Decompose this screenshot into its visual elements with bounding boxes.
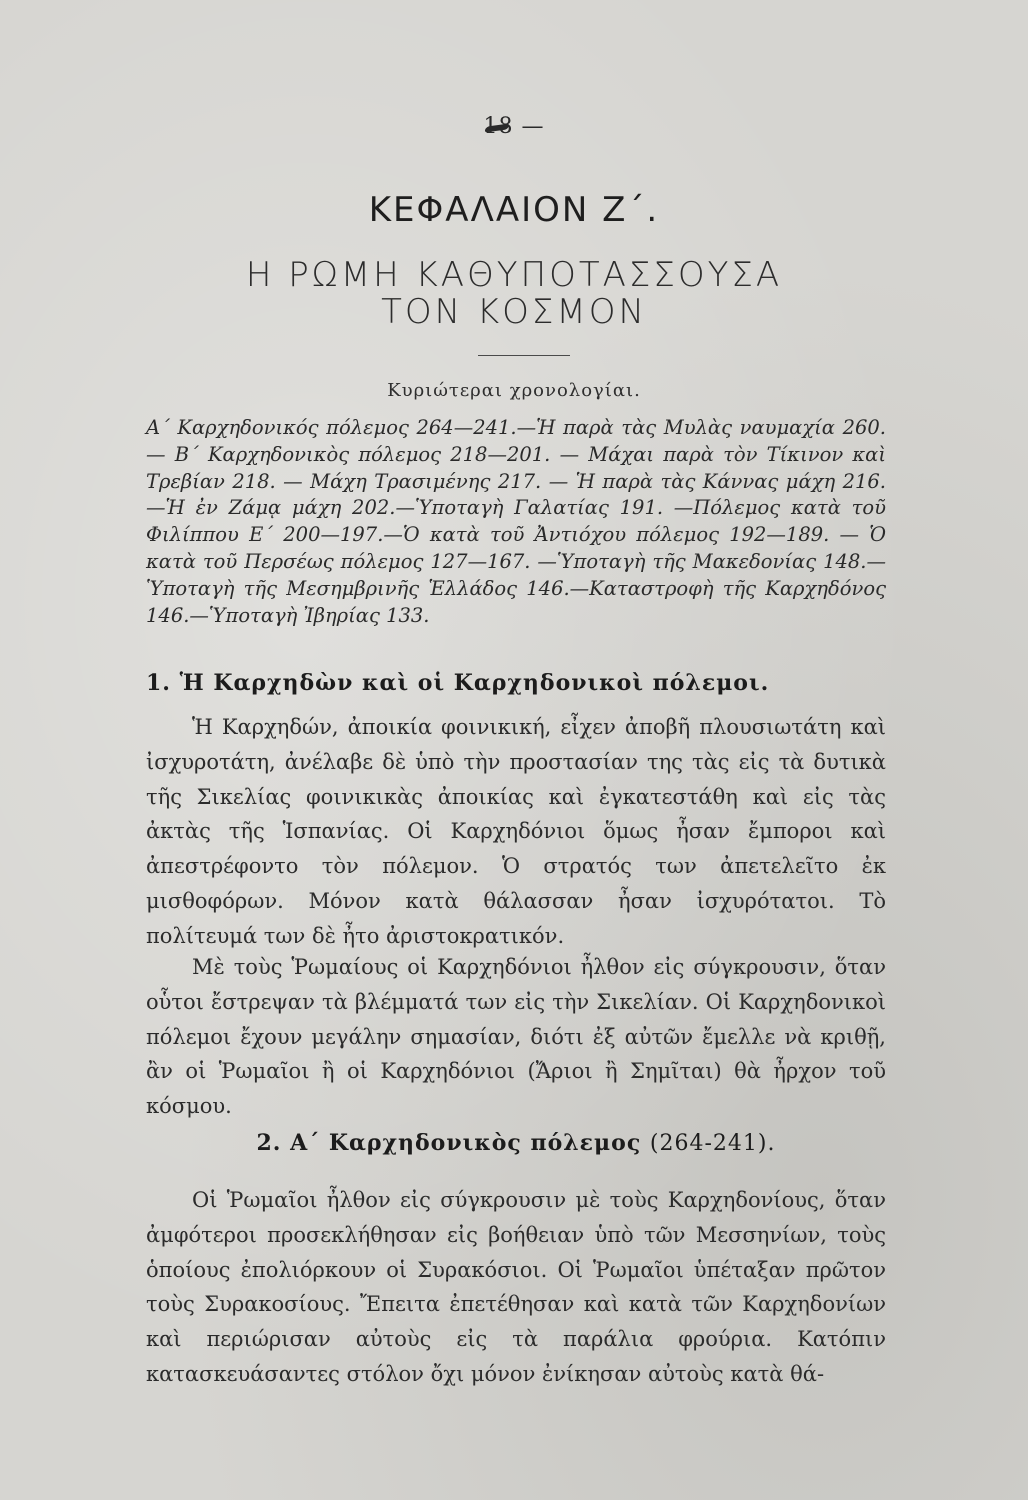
chronology-text: Α΄ Καρχηδονικός πόλεμος 264—241.—Ἡ παρὰ τὰς Μυλὰς ναυμαχία 260. — Β΄ Καρχηδονικὸς πόλεμος 218—201. — Μάχαι παρὰ τὸν Τίκινον καὶ Τρεβίαν 218. — Μάχη Τρασιμένης 217. — Ἡ παρὰ τὰς Κάννας μάχη 216.—Ἡ ἐν Ζάμᾳ μάχη 202.—Ὑποταγὴ Γαλατίας 191. —Πόλεμος κατὰ τοῦ Φιλίππου Ε΄ 200—197.—Ὁ κατὰ τοῦ Ἀντιόχου πόλεμος 192—189. — Ὁ κατὰ τοῦ Περσέως πόλεμος 127—167. —Ὑποταγὴ τῆς Μακεδονίας 148.—Ὑποταγὴ τῆς Μεσημβρινῆς Ἑλλάδος 146.—Καταστροφὴ τῆς Καρχηδόνος 146.—Ὑποταγὴ Ἰβηρίας 133. xyxy=(146,416,886,627)
section-2-heading-years: (264-241). xyxy=(649,1131,776,1156)
chronology-heading: Κυριώτεραι χρονολογίαι. xyxy=(387,380,641,401)
section-1-paragraph-1: Ἡ Καρχηδών, ἀποικία φοινικική, εἶχεν ἀποβῆ πλουσιωτάτη καὶ ἰσχυροτάτη, ἀνέλαβε δὲ ὑπὸ τὴν προστασίαν της τὰς εἰς τὰ δυτικὰ τῆς Σικελίας φοινικικὰς ἀποικίας καὶ ἐγκατεστάθη καὶ εἰς τὰς ἀκτὰς τῆς Ἱσπανίας. Οἱ Καρχηδόνιοι ὅμως ἦσαν ἔμποροι καὶ ἀπεστρέφοντο τὸν πόλεμον. Ὁ στρατός των ἀπετελεῖτο ἐκ μισθοφόρων. Μόνον κατὰ θάλασσαν ἦσαν ἰσχυρότατοι. Τὸ πολίτευμά των δὲ ἦτο ἀριστοκρατικόν. xyxy=(146,715,886,948)
section-1-paragraph-2: Μὲ τοὺς Ῥωμαίους οἱ Καρχηδόνιοι ἦλθον εἰς σύγκρουσιν, ὅταν οὗτοι ἔστρεψαν τὰ βλέμματά των εἰς τὴν Σικελίαν. Οἱ Καρχηδονικοὶ πόλεμοι ἔχουν μεγάλην σημασίαν, διότι ἐξ αὐτῶν ἔμελλε νὰ κριθῇ, ἂν οἱ Ῥωμαῖοι ἢ οἱ Καρχηδόνιοι (Ἄριοι ἢ Σημῖται) θὰ ἦρχον τοῦ κόσμου. xyxy=(146,955,886,1119)
page-number: 18 — xyxy=(483,114,545,139)
chapter-label: ΚΕΦΑΛΑΙΟΝ Ζ΄. xyxy=(368,190,660,230)
title-divider xyxy=(478,355,570,356)
section-2-heading xyxy=(146,1130,886,1156)
section-1-heading: 1. Ἡ Καρχηδὼν καὶ οἱ Καρχηδονικοὶ πόλεμοι. xyxy=(146,670,770,696)
chapter-title-line-1: Η ΡΩΜΗ ΚΑΘΥΠΟΤΑΣΣΟΥΣΑ xyxy=(245,255,783,295)
section-2-paragraph-1: Οἱ Ῥωμαῖοι ἦλθον εἰς σύγκρουσιν μὲ τοὺς Καρχηδονίους, ὅταν ἀμφότεροι προσεκλήθησαν εἰς βοήθειαν ὑπὸ τῶν Μεσσηνίων, τοὺς ὁποίους ἐπολιόρκουν οἱ Συρακόσιοι. Οἱ Ῥωμαῖοι ὑπέταξαν πρῶτον τοὺς Συρακοσίους. Ἔπειτα ἐπετέθησαν καὶ κατὰ τῶν Καρχηδονίων καὶ περιώρισαν αὐτοὺς εἰς τὰ παράλια φρούρια. Κατόπιν κατασκευάσαντες στόλον ὄχι μόνον ἐνίκησαν αὐτοὺς κατὰ θά- xyxy=(146,1188,886,1386)
section-2-heading-title: 2. Α΄ Καρχηδονικὸς πόλεμος xyxy=(256,1130,642,1156)
chapter-title-line-2: ΤΟΝ ΚΟΣΜΟΝ xyxy=(381,292,647,332)
